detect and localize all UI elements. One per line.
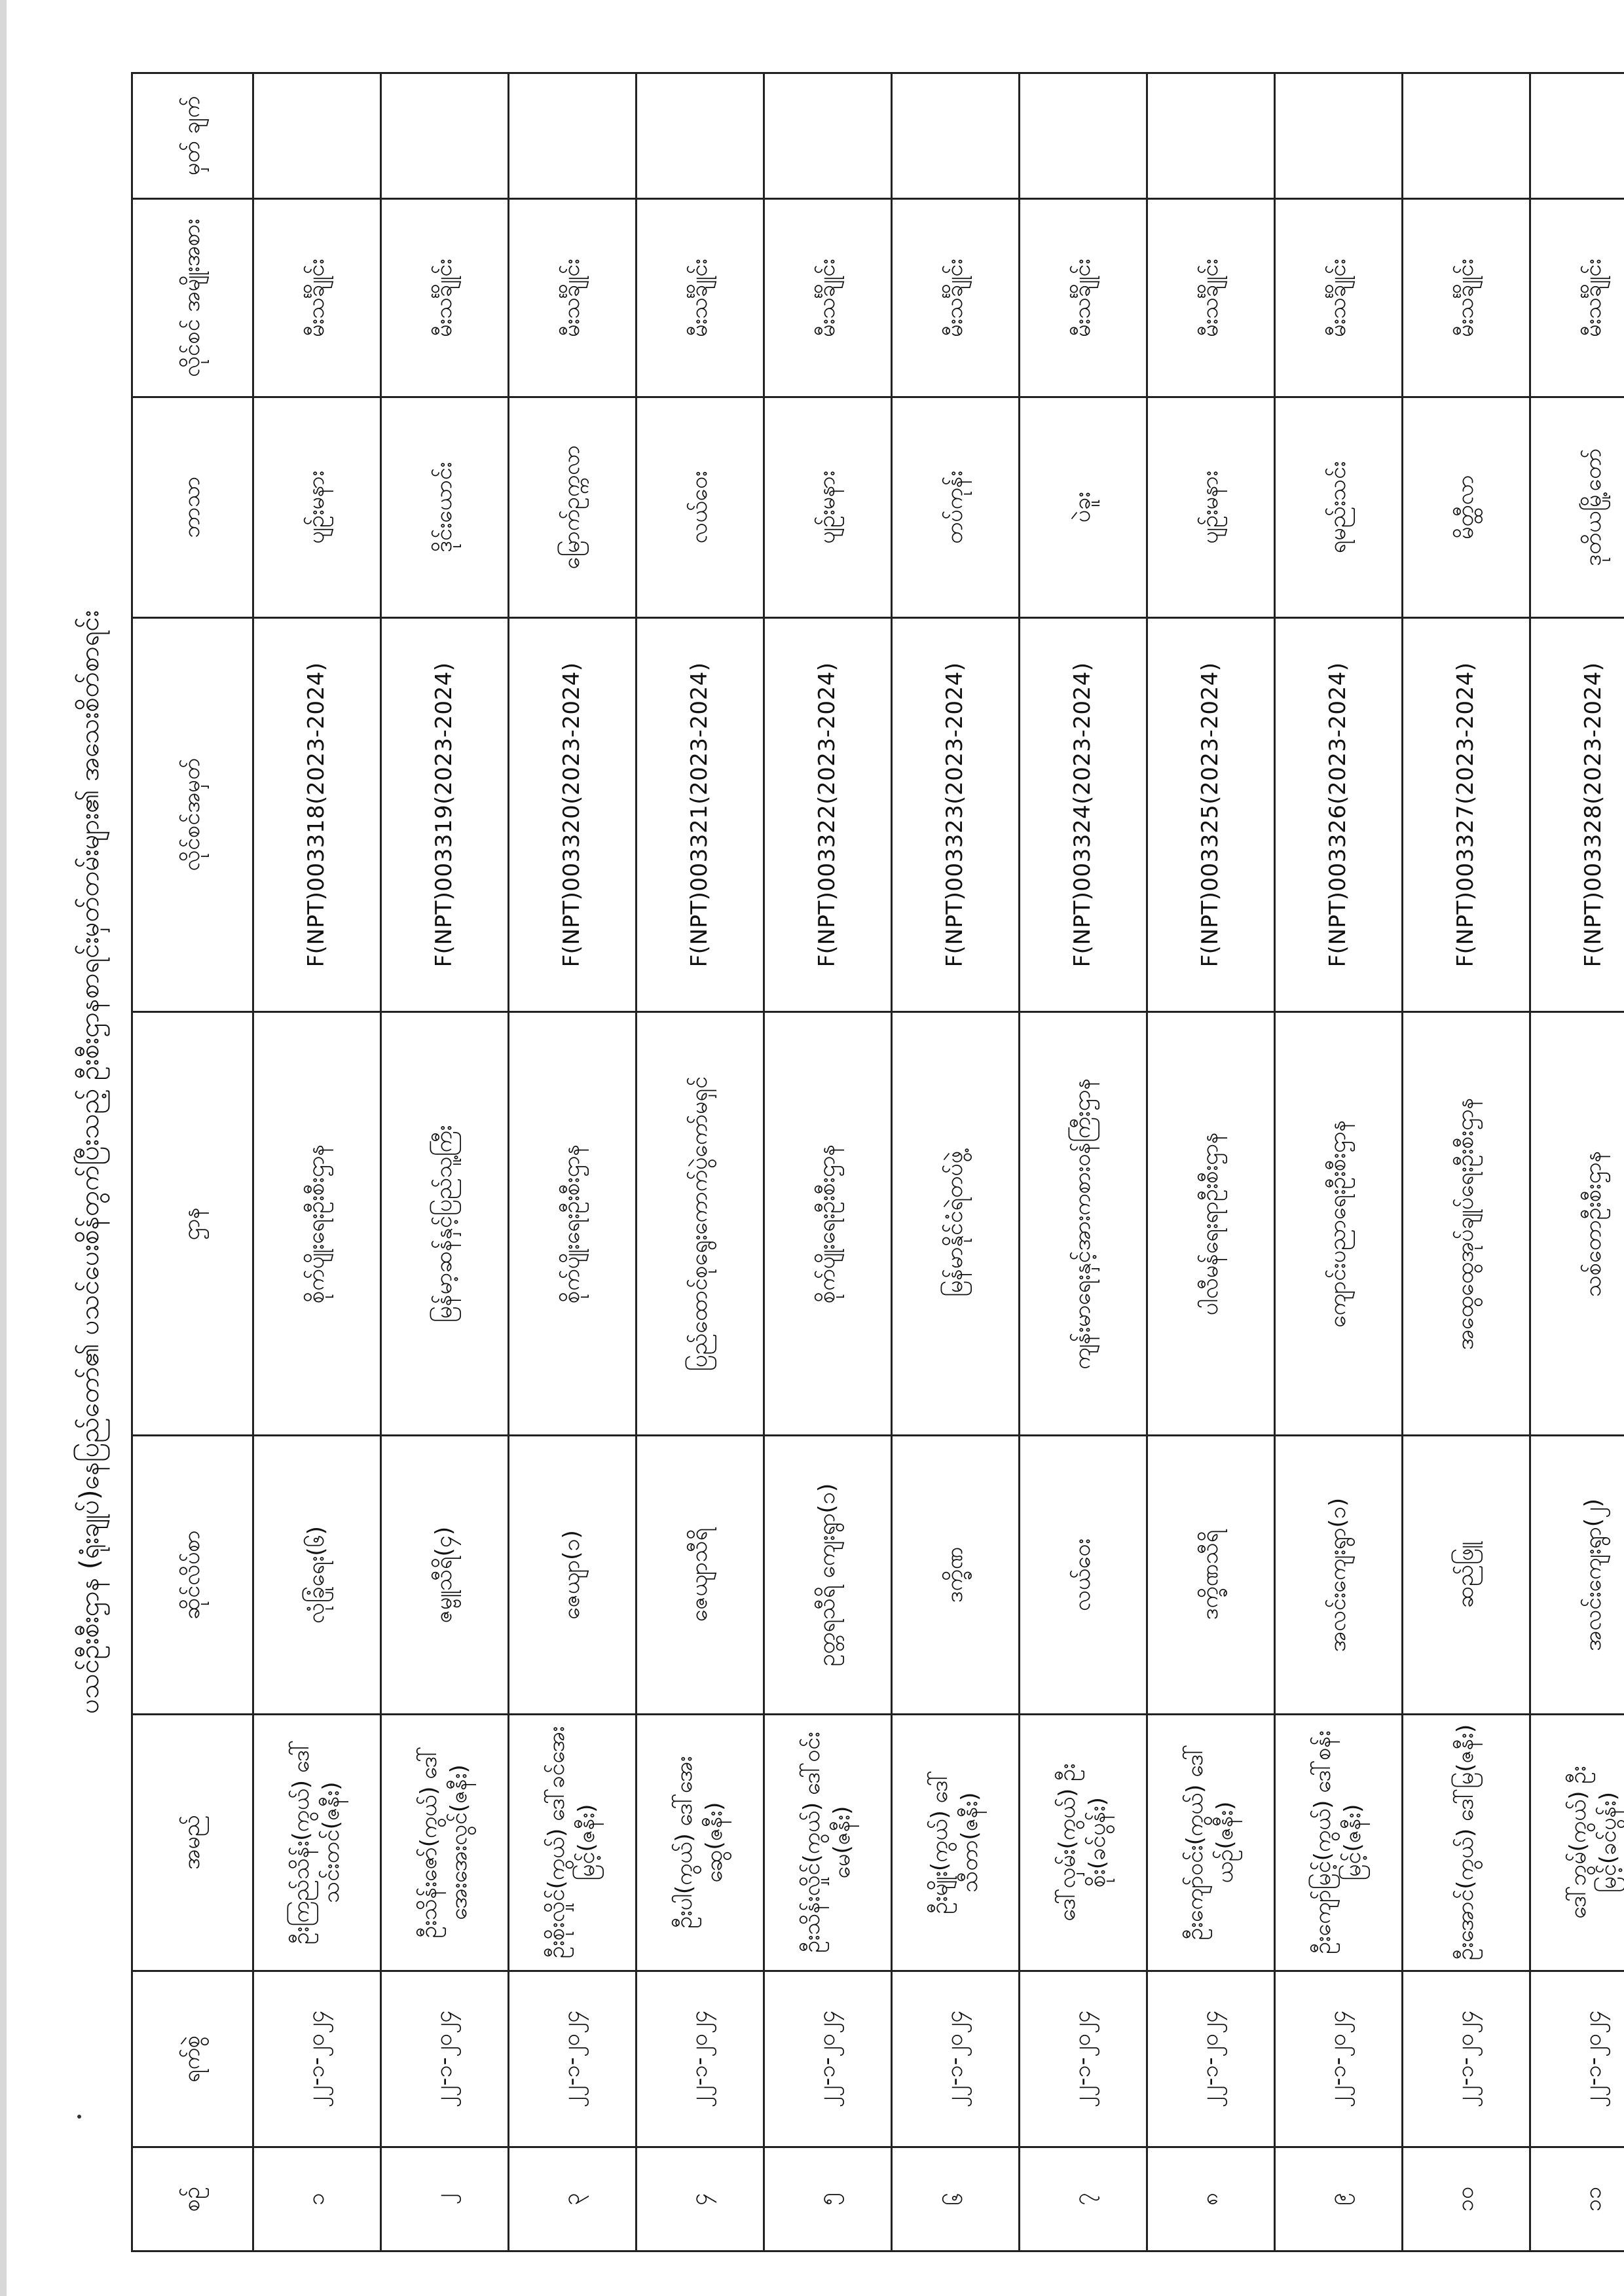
- table-row: [1530, 73, 1624, 2251]
- cell-place: ရမည်းသင်း: [1275, 397, 1403, 617]
- cell-department: အထွေထွေအုပ်ချုပ်ရေးဦးစီးဌာန: [1403, 1012, 1530, 1436]
- cell-no: ၆: [892, 2147, 1020, 2251]
- cell-license-type: မီးသင်္ချိုင်း: [637, 199, 764, 397]
- cell-remark: [1530, 73, 1624, 199]
- cell-license: F(NPT)003322(2023-2024): [764, 617, 892, 1012]
- cell-place: ပဲခူး: [1020, 397, 1147, 617]
- cell-license: F(NPT)003324(2023-2024): [1020, 617, 1147, 1012]
- cell-department: စိုက်ပျိုးရေးဦးစီးဌာန: [764, 1012, 892, 1436]
- header-license-type: လိုင်စင် အမျိုးအစား: [132, 199, 253, 397]
- cell-no: ၃: [509, 2147, 637, 2251]
- cell-place: ဒိုင်းယောင်း: [381, 397, 509, 617]
- table-row: [1403, 73, 1530, 2251]
- cell-license-type: မီးသင်္ချိုင်း: [892, 199, 1020, 397]
- cell-license: F(NPT)003327(2023-2024): [1403, 617, 1530, 1012]
- cell-place: ဒုတိယမြို့တော်: [1530, 397, 1624, 617]
- cell-remark: [764, 73, 892, 199]
- header-no: စဉ်: [132, 2147, 253, 2251]
- cell-name: ဦးမျိုး(ကွယ်) ဒေါ်သီတာ(ဇနီး): [892, 1714, 1020, 1971]
- cell-department: မြန်မာ့ဆန်နှင့်ပြည်သူ့ကြီး: [381, 1012, 509, 1436]
- cell-license-type: မီးသင်္ချိုင်း: [381, 199, 509, 397]
- cell-location: အလင်းကျေးရွာ(၁): [1275, 1436, 1403, 1714]
- header-license: လိုင်စင်အမှတ်: [132, 617, 253, 1012]
- cell-license-type: မီးသင်္ချိုင်း: [1147, 199, 1275, 397]
- cell-remark: [509, 73, 637, 199]
- cell-license: F(NPT)003321(2023-2024): [637, 617, 764, 1012]
- cell-date: ၂၂-၁-၂၀၂၄: [1275, 1971, 1403, 2147]
- cell-department: မြန်မာနိုင်ငံရဲတပ်ဖွဲ့: [892, 1012, 1020, 1436]
- header-name: အမည်: [132, 1714, 253, 1971]
- cell-location: ဇမ္ဗူသီရိ(၄): [381, 1436, 509, 1714]
- cell-license: F(NPT)003320(2023-2024): [509, 617, 637, 1012]
- cell-no: ၄: [637, 2147, 764, 2251]
- cell-date: ၂၂-၁-၂၀၂၄: [253, 1971, 381, 2147]
- cell-place: တပ်ကုန်း: [892, 397, 1020, 617]
- cell-place: ပျဉ်းမနား: [1147, 397, 1275, 617]
- cell-remark: [1020, 73, 1147, 199]
- cell-name: ဦးသိန်းဇော်(ကွယ်) ဒေါ်အေးအေးလွင်(ဇနီး): [381, 1714, 509, 1971]
- header-department: ဌာန: [132, 1012, 253, 1436]
- cell-date: ၂၂-၁-၂၀၂၄: [381, 1971, 509, 2147]
- cell-department: ကျန်းမာရေးနှင့်အားကစားဝန်ကြီးဌာန: [1020, 1012, 1147, 1436]
- cell-name: ဦးအောင်(ကွယ်) ဒေါ်မြ(ဇနီး): [1403, 1714, 1530, 1971]
- cell-license: F(NPT)003325(2023-2024): [1147, 617, 1275, 1012]
- cell-remark: [637, 73, 764, 199]
- cell-remark: [1147, 73, 1275, 199]
- cell-location: လယ်ဝေး: [1020, 1436, 1147, 1714]
- header-place: ဘာသာ: [132, 397, 253, 617]
- document-title: ပသင်ဦးစီးဌာန (ရုံးချုပ်)နေပြည်တော်၏ ပသင်ပေးစိန်တွက်ပြီးသည့် ဦးစီးဌာနစာရင်းမှတ်တမ်းများ၏ အသေးစိတ်စာရင်း: [74, 610, 105, 1714]
- cell-location: ဇေယျာ(၁): [509, 1436, 637, 1714]
- cell-no: ၅: [764, 2147, 892, 2251]
- cell-date: ၂၂-၁-၂၀၂၄: [637, 1971, 764, 2147]
- table-body: [253, 73, 1624, 2251]
- cell-license: F(NPT)003319(2023-2024): [381, 617, 509, 1012]
- cell-remark: [1275, 73, 1403, 199]
- cell-name: ဒေါ်လှမ်း(ကွယ်) ဦးစိုး(ခင်ပွန်း): [1020, 1714, 1147, 1971]
- table-row: [637, 73, 764, 2251]
- cell-name: ဦးကျော်ဝင်း(ကွယ်) ဒေါ်ယဉ်(ဇနီး): [1147, 1714, 1275, 1971]
- cell-no: ၁: [253, 2147, 381, 2251]
- cell-name: ဒေါ်ဘွမ်(ကွယ်) ဦးမြင့်(ခင်ပွန်း): [1530, 1714, 1624, 1971]
- cell-department: စိုက်ပျိုးရေးဦးစီးဌာန: [509, 1012, 637, 1436]
- table-row: [1147, 73, 1275, 2251]
- table-row: [381, 73, 509, 2251]
- rotated-content: [52, 72, 1621, 2252]
- header-location: ဆိုင်လိပ်စာ: [132, 1436, 253, 1714]
- cell-location: ဆည်ဖြူ: [1403, 1436, 1530, 1714]
- cell-license-type: မီးသင်္ချိုင်း: [509, 199, 637, 397]
- cell-department: ကျောင်းပညာရေးဦးစီးဌာန: [1275, 1012, 1403, 1436]
- table-header-row: [132, 73, 253, 2251]
- cell-no: ၇: [1020, 2147, 1147, 2251]
- cell-department: စိုက်ပျိုးရေးဦးစီးဌာန: [253, 1012, 381, 1436]
- cell-no: ၈: [1147, 2147, 1275, 2251]
- cell-license: F(NPT)003323(2023-2024): [892, 617, 1020, 1012]
- cell-remark: [253, 73, 381, 199]
- cell-no: ၂: [381, 2147, 509, 2251]
- cell-date: ၂၂-၁-၂၀၂၄: [1403, 1971, 1530, 2147]
- cell-place: ပျဉ်းမနား: [253, 397, 381, 617]
- cell-place: မြောက်ဥက္ကလာ: [509, 397, 637, 617]
- cell-date: ၂၂-၁-၂၀၂၄: [764, 1971, 892, 2147]
- cell-name: ဦးစိုးလှိုင်(ကွယ်) ဒေါ်ခင်အေးမြင့်(ဇနီး): [509, 1714, 637, 1971]
- cell-license-type: မီးသင်္ချိုင်း: [1275, 199, 1403, 397]
- cell-license-type: မီးသင်္ချိုင်း: [764, 199, 892, 397]
- table-row: [253, 73, 381, 2251]
- cell-place: မိတ္ထီလာ: [1403, 397, 1530, 617]
- cell-location: ဥတ္တရသီရိ ကျေးရွာ(၁): [764, 1436, 892, 1714]
- cell-location: ဇေယျာသီရိ: [637, 1436, 764, 1714]
- cell-name: ဦးကြည်သိန်း(ကွယ်) ဒေါ်သင်းတင်(ဇနီး): [253, 1714, 381, 1971]
- cell-license: F(NPT)003326(2023-2024): [1275, 617, 1403, 1012]
- table-row: [892, 73, 1020, 2251]
- cell-date: ၂၂-၁-၂၀၂၄: [1147, 1971, 1275, 2147]
- cell-location: ဒက္ခိဏ: [892, 1436, 1020, 1714]
- table-row: [764, 73, 892, 2251]
- table-row: [1275, 73, 1403, 2251]
- cell-license: F(NPT)003328(2023-2024): [1530, 617, 1624, 1012]
- cell-license-type: မီးသင်္ချိုင်း: [1530, 199, 1624, 397]
- cell-department: သစ်တောဦးစီးဌာန: [1530, 1012, 1624, 1436]
- cell-remark: [892, 73, 1020, 199]
- cell-date: ၂၂-၁-၂၀၂၄: [1530, 1971, 1624, 2147]
- cell-license-type: မီးသင်္ချိုင်း: [1403, 199, 1530, 397]
- cell-name: ဦးသိန်းလှိုင်(ကွယ်) ဒေါ်ဝင်းမေ(ဇနီး): [764, 1714, 892, 1971]
- cell-name: ဦးပါ(ကွယ်) ဒေါ်အေးဆွေ(ဇနီး): [637, 1714, 764, 1971]
- cell-license: F(NPT)003318(2023-2024): [253, 617, 381, 1012]
- cell-department: ပြည်ထောင်စုရွေးကောက်ပွဲကော်မရှင်: [637, 1012, 764, 1436]
- cell-location: အလင်းကျေးရွာ(၂): [1530, 1436, 1624, 1714]
- table-row: [509, 73, 637, 2251]
- cell-no: ၉: [1275, 2147, 1403, 2251]
- cell-remark: [1403, 73, 1530, 199]
- cell-no: ၁၁: [1530, 2147, 1624, 2251]
- cell-date: ၂၂-၁-၂၀၂၄: [892, 1971, 1020, 2147]
- cell-location: ဒက္ခိဏသီရိ: [1147, 1436, 1275, 1714]
- records-table: [131, 72, 1624, 2252]
- cell-license-type: မီးသင်္ချိုင်း: [1020, 199, 1147, 397]
- header-date: ရက်စွဲ: [132, 1971, 253, 2147]
- cell-place: လယ်ဝေး: [637, 397, 764, 617]
- cell-date: ၂၂-၁-၂၀၂၄: [509, 1971, 637, 2147]
- cell-place: ပျဉ်းမနား: [764, 397, 892, 617]
- cell-no: ၁၀: [1403, 2147, 1530, 2251]
- cell-location: လုံခြုံရေး(၆): [253, 1436, 381, 1714]
- table-row: [1020, 73, 1147, 2251]
- cell-remark: [381, 73, 509, 199]
- cell-department: ပါလီမန်ရေးရာဦးစီးဌာန: [1147, 1012, 1275, 1436]
- header-remark: မှတ် ချက်: [132, 73, 253, 199]
- cell-name: ဦးကျော်မြင့်(ကွယ်) ဒေါ်စန်းမြင့်(ဇနီး): [1275, 1714, 1403, 1971]
- cell-date: ၂၂-၁-၂၀၂၄: [1020, 1971, 1147, 2147]
- cell-license-type: မီးသင်္ချိုင်း: [253, 199, 381, 397]
